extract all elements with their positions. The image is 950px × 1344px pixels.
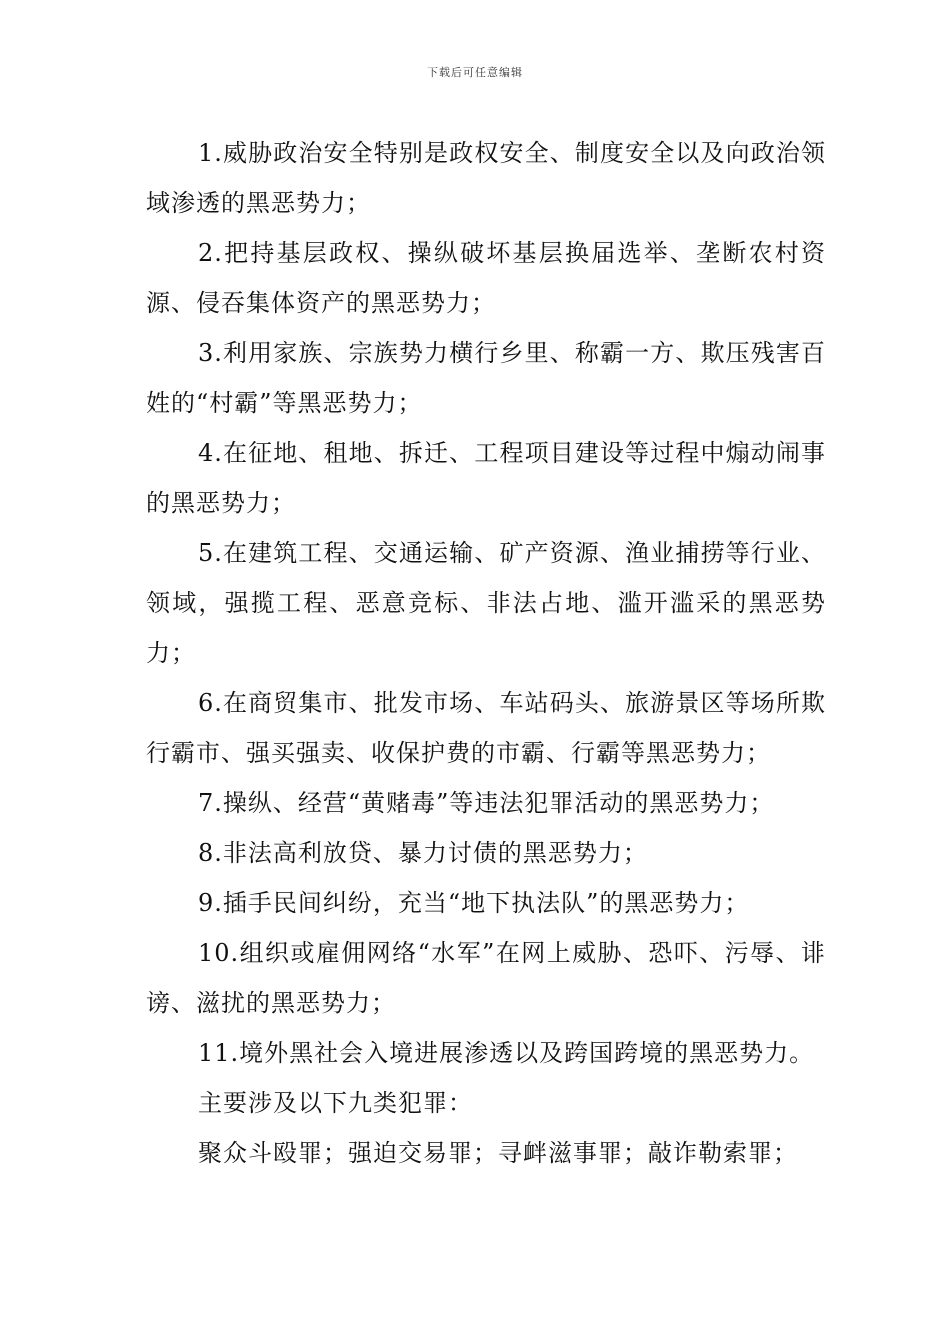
paragraph-4: 4.在征地、租地、拆迁、工程项目建设等过程中煽动闹事的黑恶势力； bbox=[146, 439, 826, 517]
paragraph-10: 10.组织或雇佣网络“水军”在网上威胁、恐吓、污辱、诽谤、滋扰的黑恶势力； bbox=[146, 939, 826, 1017]
paragraph-1: 1.威胁政治安全特别是政权安全、制度安全以及向政治领域渗透的黑恶势力； bbox=[146, 139, 826, 217]
paragraph-6: 6.在商贸集市、批发市场、车站码头、旅游景区等场所欺行霸市、强买强卖、收保护费的市霸、行霸等黑恶势力； bbox=[146, 689, 826, 767]
paragraph-8: 8.非法高利放贷、暴力讨债的黑恶势力； bbox=[198, 839, 648, 867]
paragraph-crime-intro: 主要涉及以下九类犯罪： bbox=[198, 1089, 473, 1117]
paragraph-5: 5.在建筑工程、交通运输、矿产资源、渔业捕捞等行业、领域，强揽工程、恶意竞标、非法占地、滥开滥采的黑恶势力； bbox=[146, 539, 826, 667]
paragraph-2: 2.把持基层政权、操纵破坏基层换届选举、垄断农村资源、侵吞集体资产的黑恶势力； bbox=[146, 239, 826, 317]
paragraph-11: 11.境外黑社会入境进展渗透以及跨国跨境的黑恶势力。 bbox=[198, 1039, 815, 1067]
paragraph-crime-list: 聚众斗殴罪；强迫交易罪；寻衅滋事罪；敲诈勒索罪； bbox=[198, 1139, 798, 1167]
paragraph-7: 7.操纵、经营“黄赌毒”等违法犯罪活动的黑恶势力； bbox=[198, 789, 775, 817]
page-header: 下载后可任意编辑 bbox=[427, 66, 523, 79]
paragraph-3: 3.利用家族、宗族势力横行乡里、称霸一方、欺压残害百姓的“村霸”等黑恶势力； bbox=[146, 339, 826, 417]
document-body bbox=[146, 128, 826, 1178]
paragraph-9: 9.插手民间纠纷，充当“地下执法队”的黑恶势力； bbox=[198, 889, 750, 917]
